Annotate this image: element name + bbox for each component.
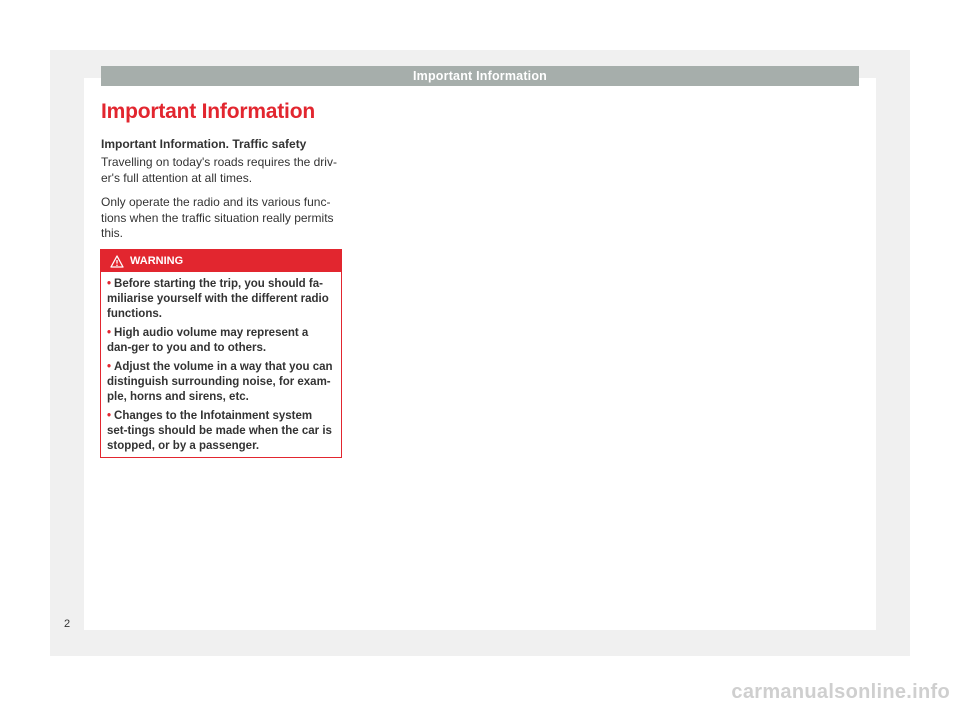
warning-triangle-icon bbox=[110, 254, 124, 268]
warning-item-text: Adjust the volume in a way that you can distinguish surrounding noise, for exam-ple, horns and sirens, etc. bbox=[107, 361, 333, 403]
warning-list bbox=[101, 272, 341, 454]
warning-item bbox=[107, 277, 335, 322]
bullet-icon: • bbox=[107, 327, 112, 339]
section-header-bar: Important Information bbox=[101, 66, 859, 86]
warning-item bbox=[107, 360, 335, 405]
warning-item-text: Changes to the Infotainment system set-tings should be made when the car is stopped, or by a passenger. bbox=[107, 410, 332, 452]
bullet-icon: • bbox=[107, 410, 112, 422]
bullet-icon: • bbox=[107, 361, 112, 373]
warning-item bbox=[107, 409, 335, 454]
body-paragraph-2: Only operate the radio and its various func-tions when the traffic situation really permits this. bbox=[101, 195, 334, 240]
page-title: Important Information bbox=[101, 100, 315, 123]
bullet-icon: • bbox=[107, 278, 112, 290]
section-subheading: Important Information. Traffic safety bbox=[101, 137, 307, 151]
warning-label: WARNING bbox=[130, 255, 184, 267]
body-paragraph-1: Travelling on today's roads requires the driv-er's full attention at all times. bbox=[101, 155, 337, 185]
page-number: 2 bbox=[64, 618, 71, 630]
warning-item-text: Before starting the trip, you should fa-miliarise yourself with the different radio functions. bbox=[107, 278, 329, 320]
warning-box bbox=[100, 249, 342, 458]
warning-item-text: High audio volume may represent a dan-ger to you and to others. bbox=[107, 327, 309, 354]
warning-header bbox=[101, 250, 341, 272]
warning-item bbox=[107, 326, 335, 356]
watermark-text: carmanualsonline.info bbox=[731, 681, 950, 703]
